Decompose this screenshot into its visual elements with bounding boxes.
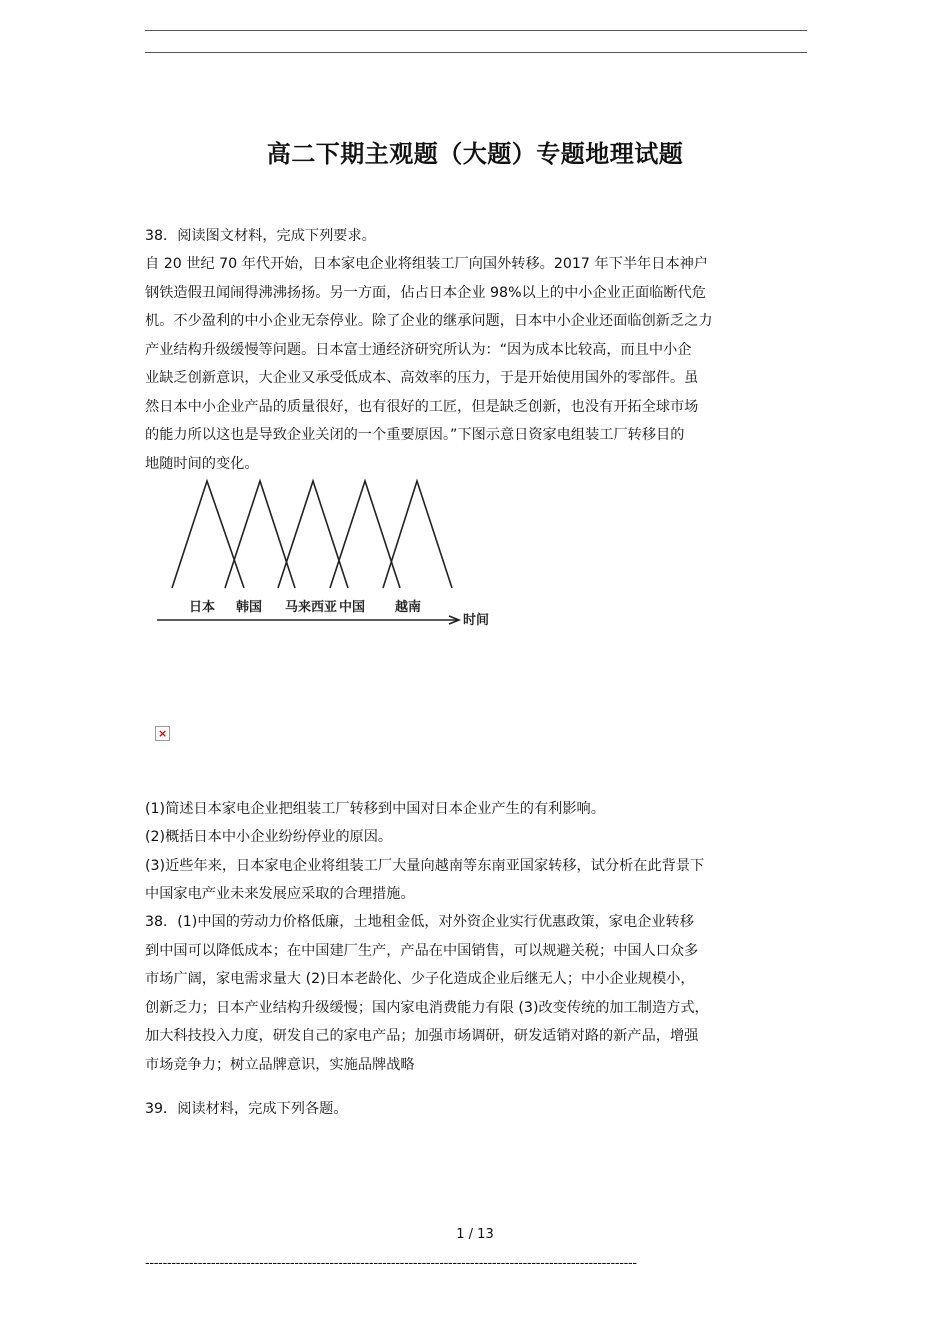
broken-image-mark: ×	[158, 727, 168, 740]
figure-label-japan: 日本	[189, 600, 216, 615]
peak-japan	[172, 481, 244, 588]
figure-label-vietnam: 越南	[395, 600, 422, 615]
q38-stem: 38．阅读图文材料，完成下列要求。	[145, 228, 376, 244]
figure-axis-label: 时间	[463, 613, 490, 628]
q38-answer-line: 市场竞争力；树立品牌意识，实施品牌战略	[145, 1057, 415, 1073]
header-rule-top	[145, 30, 807, 31]
q38-material-line: 钢铁造假丑闻闹得沸沸扬扬。另一方面，佔占日本企业 98%以上的中小企业正面临断代危	[145, 285, 706, 301]
q38-material-line: 的能力所以这也是导致企业关闭的一个重要原因。”下图示意日资家电组装工厂转移目的	[145, 427, 685, 443]
q38-answer-line: 创新乏力；日本产业结构升级缓慢；国内家电消费能力有限 (3)改变传统的加工制造方式，	[145, 1000, 709, 1016]
q38-material-line: 自 20 世纪 70 年代开始，日本家电企业将组装工厂向国外转移。2017 年下半年日本神户	[145, 256, 708, 272]
document-title: 高二下期主观题（大题）专题地理试题	[266, 139, 684, 168]
peak-china	[330, 481, 400, 588]
q39-stem: 39．阅读材料，完成下列各题。	[145, 1101, 348, 1117]
peak-malaysia	[278, 481, 348, 588]
figure-label-korea: 韩国	[236, 600, 263, 615]
q38-answer-line: 加大科技投入力度，研发自己的家电产品；加强市场调研，研发适销对路的新产品，增强	[145, 1028, 699, 1044]
q38-answer-line: 到中国可以降低成本；在中国建厂生产，产品在中国销售，可以规避关税；中国人口众多	[145, 943, 699, 959]
peak-vietnam	[383, 481, 452, 588]
figure-label-malaysia: 马来西亚	[285, 600, 338, 615]
page-number: 1 / 13	[456, 1227, 494, 1242]
q38-question-1: (1)简述日本家电企业把组装工厂转移到中国对日本企业产生的有利影响。	[145, 801, 605, 817]
q38-answer-line: 市场广阔，家电需求量大 (2)日本老龄化、少子化造成企业后继无人；中小企业规模小，	[145, 971, 695, 987]
q38-material-line: 地随时间的变化。	[145, 456, 259, 472]
q38-material-line: 业缺乏创新意识，大企业又承受低成本、高效率的压力，于是开始使用国外的零部件。虽	[145, 370, 699, 386]
header-rule-bottom	[145, 52, 807, 53]
q38-answer-line: 38．(1)中国的劳动力价格低廉，土地租金低，对外资企业实行优惠政策，家电企业转移	[145, 914, 694, 930]
q38-question-3-cont: 中国家电产业未来发展应采取的合理措施。	[145, 886, 415, 902]
q38-question-3: (3)近些年来，日本家电企业将组装工厂大量向越南等东南亚国家转移，试分析在此背景下	[145, 858, 705, 874]
q38-material-line: 机。不少盈利的中小企业无奈停业。除了企业的继承问题，日本中小企业还面临创新乏之力	[145, 313, 713, 329]
relocation-figure	[145, 475, 515, 635]
q38-question-2: (2)概括日本中小企业纷纷停业的原因。	[145, 829, 393, 845]
footer-divider: ----------------------------------------------------------------------------------------------------------------	[145, 1256, 637, 1271]
broken-image-icon	[155, 726, 170, 741]
q38-material-line: 然日本中小企业产品的质量很好，也有很好的工匠，但是缺乏创新，也没有开拓全球市场	[145, 399, 699, 415]
q38-material-line: 产业结构升级缓慢等问题。日本富士通经济研究所认为：“因为成本比较高，而且中小企	[145, 342, 692, 358]
peak-korea	[225, 481, 295, 588]
figure-label-china: 中国	[339, 600, 366, 615]
